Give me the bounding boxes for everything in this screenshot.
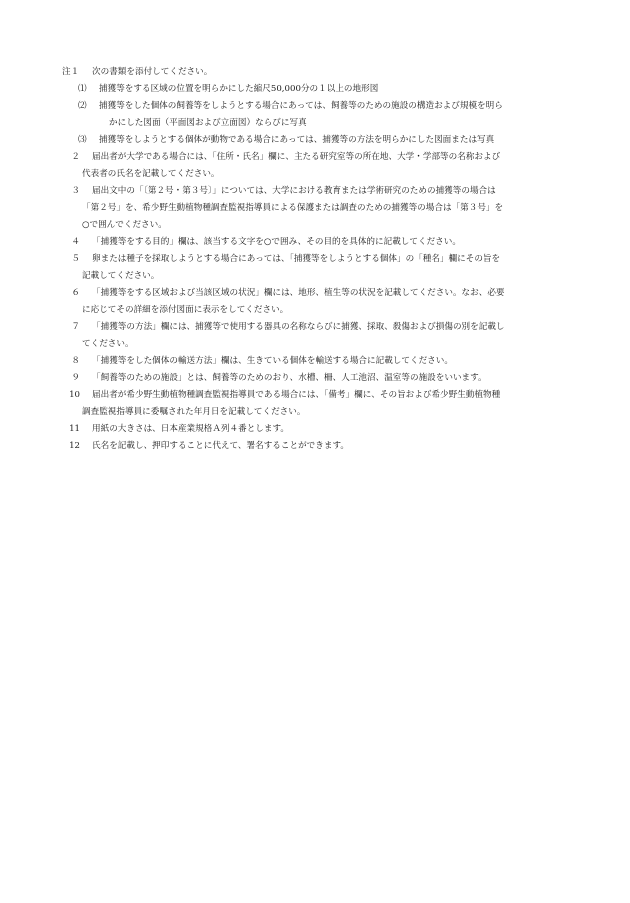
note-item-text-continued: 調査監視指導員に委嘱された年月日を記載してください。 (82, 407, 306, 417)
note-item-number: ４ (71, 237, 80, 247)
note-item-number: 12 (69, 441, 80, 451)
notes-section (62, 64, 590, 455)
note-item-number: 10 (69, 390, 80, 400)
note-item-text-continued: ○で囲んでください。 (82, 220, 167, 230)
note-item-number: ３ (71, 186, 80, 196)
note-item-text: 「捕獲等をする目的」欄は、該当する文字を○で囲み、その目的を具体的に記載してください。 (92, 237, 461, 247)
note-header (62, 64, 590, 81)
note-item-4 (62, 234, 590, 251)
note-item-text-continued: 代表者の氏名を記載してください。 (82, 169, 220, 179)
note-item-number: ８ (71, 356, 80, 366)
note-item-text: 「捕獲等をする区域および当該区域の状況」欄には、地形、植生等の状況を記載してください。なお、必要 (92, 288, 505, 298)
note-item-number: ５ (71, 254, 80, 264)
note-item-5 (62, 251, 590, 285)
note-item-text: 「捕獲等の方法」欄には、捕獲等で使用する器具の名称ならびに捕獲、採取、殺傷および損傷の別を記載し (92, 322, 505, 332)
sub-item-number: ⑵ (78, 101, 87, 111)
sub-item-1 (62, 81, 590, 98)
note-header-text: 次の書類を添付してください。 (92, 67, 213, 77)
note-item-3 (62, 183, 590, 234)
note-item-text-continued: 「第２号」を、希少野生動植物種調査監視指導員による保護または調査のための捕獲等の場合は「第３号」を (82, 203, 504, 213)
note-header-number: 注１ (62, 67, 80, 77)
sub-item-3 (62, 132, 590, 149)
sub-item-text: 捕獲等をする区域の位置を明らかにした縮尺50,000分の１以上の地形図 (99, 84, 379, 94)
note-item-text: 「飼養等のための施設」とは、飼養等のためのおり、水槽、柵、人工池沼、温室等の施設をいいます。 (92, 373, 487, 383)
sub-item-number: ⑶ (78, 135, 87, 145)
note-item-number: ９ (71, 373, 80, 383)
note-item-7 (62, 319, 590, 353)
sub-item-number: ⑴ (78, 84, 87, 94)
note-item-text: 氏名を記載し、押印することに代えて、署名することができます。 (92, 441, 349, 451)
note-item-text-continued: に応じてその詳細を添付図面に表示をしてください。 (82, 305, 289, 315)
note-item-text: 卵または種子を採取しようとする場合にあっては、「捕獲等をしようとする個体」の「種名」欄にその旨を (92, 254, 501, 264)
note-item-number: 11 (69, 424, 80, 434)
note-item-number: ２ (71, 152, 80, 162)
note-item-text: 「捕獲等をした個体の輸送方法」欄は、生きている個体を輸送する場合に記載してください。 (92, 356, 453, 366)
note-item-text: 届出者が希少野生動植物種調査監視指導員である場合には、「備考」欄に、その旨および希少野生動植物種 (92, 390, 501, 400)
note-item-text-continued: てください。 (82, 339, 134, 349)
note-item-12 (62, 438, 590, 455)
note-item-number: ６ (71, 288, 80, 298)
note-item-10 (62, 387, 590, 421)
sub-item-text: 捕獲等をしようとする個体が動物である場合にあっては、捕獲等の方法を明らかにした図面または写真 (99, 135, 495, 145)
sub-item-text-continued: かにした図面（平面図および立面図）ならびに写真 (109, 118, 307, 128)
sub-item-2 (62, 98, 590, 132)
note-item-text: 届出文中の「〔第２号・第３号〕」については、大学における教育または学術研究のための捕獲等の場合は (92, 186, 496, 196)
note-item-text: 用紙の大きさは、日本産業規格Ａ列４番とします。 (92, 424, 289, 434)
note-item-text: 届出者が大学である場合には、「住所・氏名」欄に、主たる研究室等の所在地、大学・学部等の名称および (92, 152, 501, 162)
note-item-8 (62, 353, 590, 370)
note-item-11 (62, 421, 590, 438)
note-item-9 (62, 370, 590, 387)
note-item-6 (62, 285, 590, 319)
note-item-number: ７ (71, 322, 80, 332)
note-item-text-continued: 記載してください。 (82, 271, 160, 281)
sub-item-text: 捕獲等をした個体の飼養等をしようとする場合にあっては、飼養等のための施設の構造および規模を明ら (99, 101, 503, 111)
note-item-2 (62, 149, 590, 183)
